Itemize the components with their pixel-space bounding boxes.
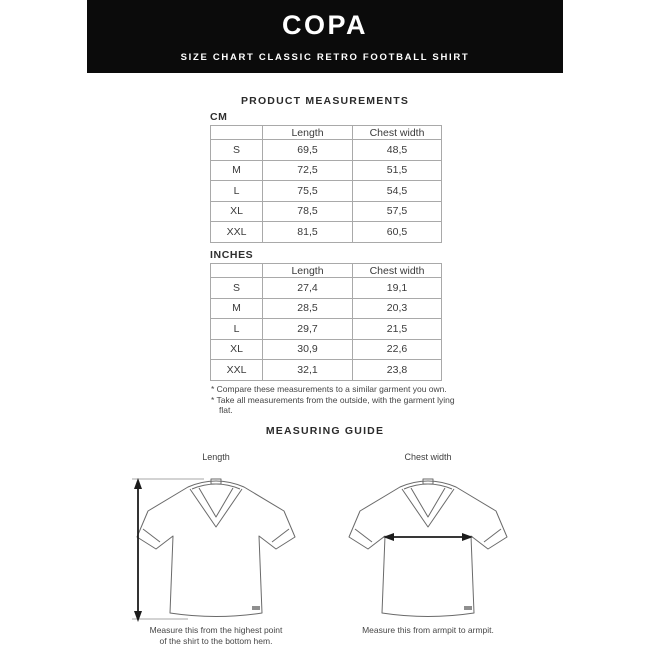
length-arrow-bottom-head xyxy=(134,611,142,622)
cm-size-table xyxy=(210,125,442,243)
footnote: * Take all measurements from the outside, with the garment lying flat. xyxy=(211,394,455,415)
caption-line: Measure this from the highest point xyxy=(149,625,283,635)
table-row xyxy=(211,160,442,181)
length-diagram xyxy=(116,452,316,647)
header-cell-size xyxy=(211,264,263,278)
measuring-guide-title: MEASURING GUIDE xyxy=(265,425,385,437)
footnote: * Compare these measurements to a similar garment you own. xyxy=(211,384,447,394)
length-cell: 32,1 xyxy=(263,360,353,381)
chest-cell: 54,5 xyxy=(353,181,442,202)
size-cell: M xyxy=(211,298,263,319)
table-header-row xyxy=(211,264,442,278)
chest-cell: 20,3 xyxy=(353,298,442,319)
length-cell: 75,5 xyxy=(263,181,353,202)
caption-line: of the shirt to the bottom hem. xyxy=(159,636,273,646)
length-caption xyxy=(116,625,316,647)
length-cell: 29,7 xyxy=(263,319,353,340)
length-cell: 81,5 xyxy=(263,222,353,243)
size-cell: S xyxy=(211,278,263,299)
table-row xyxy=(211,298,442,319)
table-header-row xyxy=(211,126,442,140)
footnotes xyxy=(211,384,463,416)
length-cell: 69,5 xyxy=(263,140,353,161)
size-cell: S xyxy=(211,140,263,161)
size-cell: M xyxy=(211,160,263,181)
size-cell: XXL xyxy=(211,222,263,243)
table-row xyxy=(211,360,442,381)
chest-cell: 51,5 xyxy=(353,160,442,181)
table-row xyxy=(211,140,442,161)
size-cell: XXL xyxy=(211,360,263,381)
cm-unit-label: CM xyxy=(210,111,228,123)
hem-tag xyxy=(464,606,472,610)
size-cell: L xyxy=(211,181,263,202)
chest-cell: 23,8 xyxy=(353,360,442,381)
table-row xyxy=(211,222,442,243)
table-row xyxy=(211,181,442,202)
chest-cell: 60,5 xyxy=(353,222,442,243)
chest-width-caption xyxy=(328,625,528,636)
size-cell: XL xyxy=(211,201,263,222)
table-row xyxy=(211,278,442,299)
chest-cell: 19,1 xyxy=(353,278,442,299)
length-diagram-label: Length xyxy=(202,452,230,462)
chest-cell: 48,5 xyxy=(353,140,442,161)
shirt-outline xyxy=(349,481,507,617)
shirt-outline xyxy=(137,481,295,617)
length-shirt-drawing xyxy=(116,465,316,625)
size-cell: L xyxy=(211,319,263,340)
copa-logo: COPA xyxy=(281,10,368,40)
size-cell: XL xyxy=(211,339,263,360)
product-measurements-title: PRODUCT MEASUREMENTS xyxy=(240,95,410,107)
header-cell-length: Length xyxy=(263,126,353,140)
header-cell-chest: Chest width xyxy=(353,126,442,140)
table-row xyxy=(211,339,442,360)
inches-unit-label: INCHES xyxy=(210,249,254,261)
header-banner xyxy=(87,0,563,73)
inches-size-table xyxy=(210,263,442,381)
length-cell: 72,5 xyxy=(263,160,353,181)
chest-width-shirt-drawing xyxy=(328,465,528,625)
hem-tag xyxy=(252,606,260,610)
chest-cell: 22,6 xyxy=(353,339,442,360)
length-cell: 28,5 xyxy=(263,298,353,319)
chest-cell: 57,5 xyxy=(353,201,442,222)
chest-width-diagram-label: Chest width xyxy=(404,452,452,462)
table-row xyxy=(211,319,442,340)
caption-line: Measure this from armpit to armpit. xyxy=(362,625,494,635)
length-cell: 27,4 xyxy=(263,278,353,299)
header-cell-length: Length xyxy=(263,264,353,278)
length-cell: 30,9 xyxy=(263,339,353,360)
chest-cell: 21,5 xyxy=(353,319,442,340)
table-row xyxy=(211,201,442,222)
length-cell: 78,5 xyxy=(263,201,353,222)
length-arrow-top-head xyxy=(134,478,142,489)
header-subtitle: SIZE CHART CLASSIC RETRO FOOTBALL SHIRT xyxy=(180,52,470,63)
header-cell-size xyxy=(211,126,263,140)
header-cell-chest: Chest width xyxy=(353,264,442,278)
chest-width-diagram xyxy=(328,452,528,636)
